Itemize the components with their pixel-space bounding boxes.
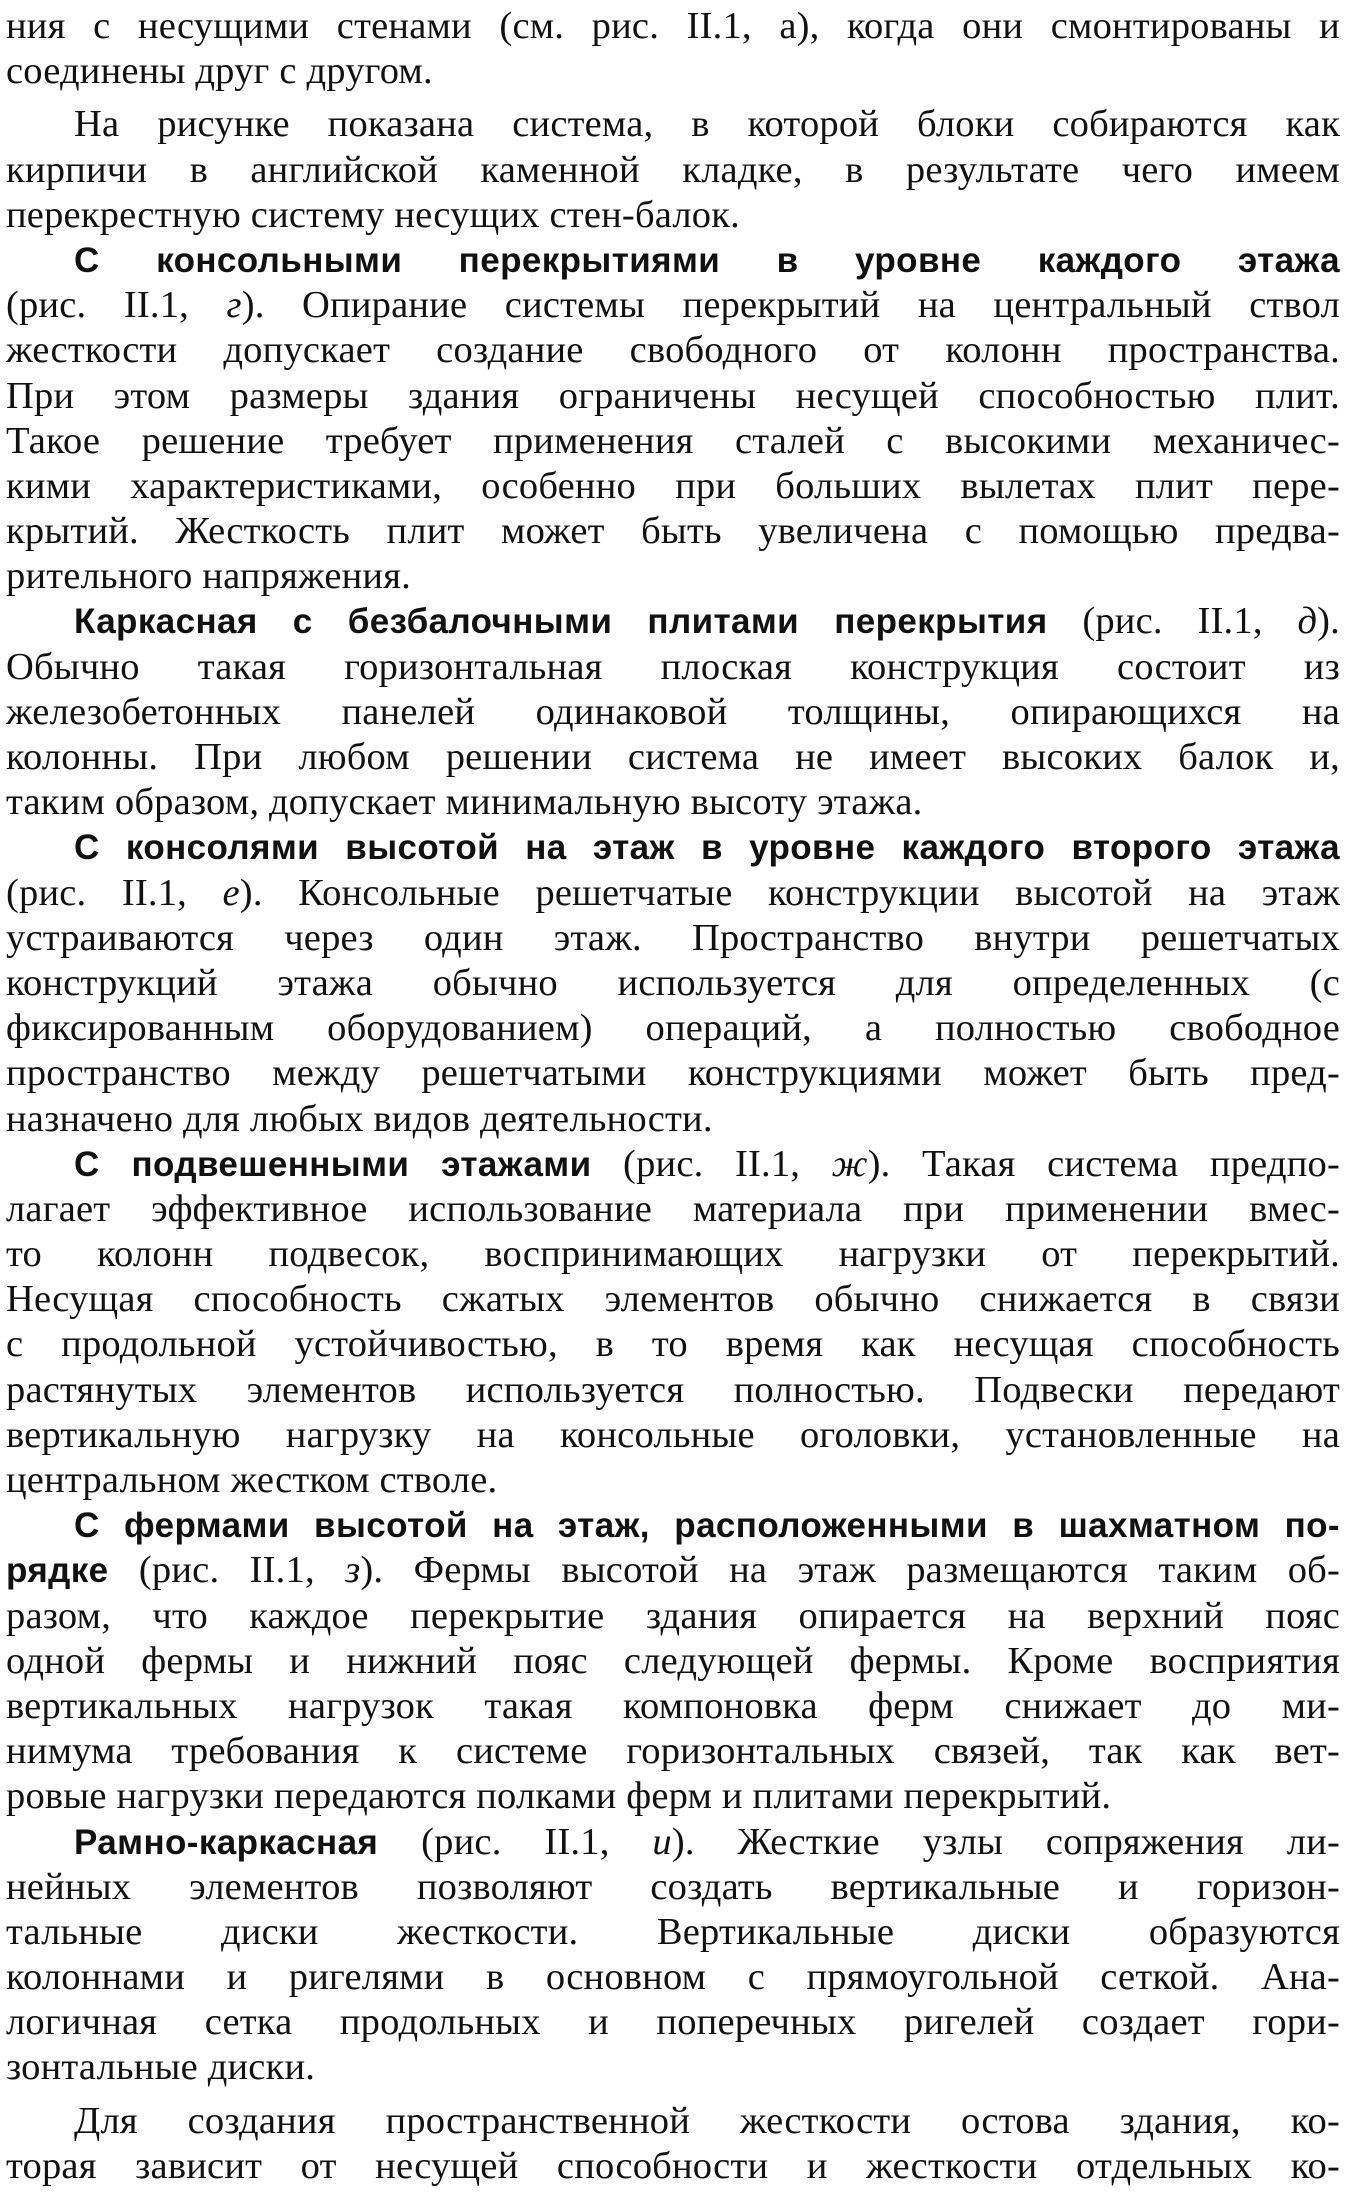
text-line: соединены друг с другом. bbox=[6, 50, 433, 93]
text-line: торая зависит от несущей способности и жесткости отдельных ко- bbox=[6, 2144, 1340, 2187]
text-line: нимума требования к системе горизонтальных связей, так как вет- bbox=[6, 1730, 1340, 1773]
text-line: логичная сетка продольных и поперечных ригелей создает гори- bbox=[6, 2001, 1340, 2044]
text-line: назначено для любых видов деятельности. bbox=[6, 1097, 713, 1140]
text-line: устраиваются через один этаж. Пространство внутри решетчатых bbox=[6, 916, 1340, 959]
text-line: одной фермы и нижний пояс следующей фермы. Кроме восприятия bbox=[6, 1639, 1340, 1682]
text-line: (рис. II.1, г). Опирание системы перекрытий на центральный ствол bbox=[6, 284, 1340, 327]
section-heading-cont: рядке bbox=[6, 1551, 109, 1591]
section-heading: Каркасная с безбалочными плитами перекрытия bbox=[74, 602, 1048, 642]
section-heading: Рамно-каркасная bbox=[74, 1822, 379, 1862]
text-line: вертикальную нагрузку на консольные оголовки, установленные на bbox=[6, 1413, 1340, 1456]
text-line: (рис. II.1, е). Консольные решетчатые конструкции высотой на этаж bbox=[6, 871, 1340, 914]
text-line: тальные диски жесткости. Вертикальные диски образуются bbox=[6, 1910, 1340, 1953]
text-line: центральном жестком стволе. bbox=[6, 1459, 498, 1501]
paragraph bbox=[6, 2099, 1340, 2189]
paragraph-staggered-trusses bbox=[6, 1503, 1340, 1819]
text-line: рядке (рис. II.1, з). Фермы высотой на этаж размещаются таким об- bbox=[6, 1549, 1340, 1592]
text-line: лагает эффективное использование материала при применении вмес- bbox=[6, 1187, 1340, 1230]
text-line bbox=[6, 825, 1340, 870]
text-line: ния с несущими стенами (см. рис. II.1, а), когда они смонтированы и bbox=[6, 5, 1340, 47]
text-line: На рисунке показана система, в которой блоки собираются как bbox=[74, 103, 1340, 146]
text-line bbox=[6, 1503, 1340, 1548]
document-page bbox=[6, 4, 1340, 2189]
text-line: нейных элементов позволяют создать вертикальные и горизон- bbox=[6, 1865, 1340, 1908]
text-line: рительного напряжения. bbox=[6, 555, 411, 598]
section-heading: С подвешенными этажами bbox=[74, 1144, 592, 1184]
text-line: конструкций этажа обычно используется для определенных (с bbox=[6, 961, 1340, 1004]
text-line: перекрестную систему несущих стен-балок. bbox=[6, 193, 740, 236]
text-line: жесткости допускает создание свободного от колонн пространства. bbox=[6, 329, 1340, 372]
text-line: с продольной устойчивостью, в то время как несущая способность bbox=[6, 1323, 1340, 1366]
text-line: При этом размеры здания ограничены несущей способностью плит. bbox=[6, 374, 1340, 417]
text-line: пространство между решетчатыми конструкциями может быть пред- bbox=[6, 1052, 1340, 1095]
figure-ref: ж bbox=[831, 1142, 868, 1185]
text-line: таким образом, допускает минимальную высоту этажа. bbox=[6, 781, 923, 824]
text-line: Рамно-каркасная (рис. II.1, и). Жесткие узлы сопряжения ли- bbox=[74, 1820, 1341, 1863]
text-line: Обычно такая горизонтальная плоская конструкция состоит из bbox=[6, 645, 1340, 688]
figure-ref: е bbox=[222, 871, 240, 914]
text-line: ровые нагрузки передаются полками ферм и плитами перекрытий. bbox=[6, 1775, 1112, 1818]
paragraph-continuation bbox=[6, 4, 1340, 94]
paragraph-suspended-floors bbox=[6, 1142, 1340, 1504]
paragraph-cantilever-floors bbox=[6, 238, 1340, 600]
text-line: С подвешенными этажами (рис. II.1, ж). Такая система предпо- bbox=[74, 1142, 1341, 1185]
text-line: то колонн подвесок, воспринимающих нагрузки от перекрытий. bbox=[6, 1233, 1340, 1276]
text-line: Каркасная с безбалочными плитами перекрытия (рис. II.1, д). bbox=[74, 600, 1341, 643]
figure-ref: и bbox=[652, 1820, 672, 1863]
text-line: зонтальные диски. bbox=[6, 2046, 316, 2089]
figure-ref: д bbox=[1297, 600, 1318, 643]
paragraph-flat-slab-frame bbox=[6, 599, 1340, 825]
text-line: колоннами и ригелями в основном с прямоугольной сеткой. Ана- bbox=[6, 1956, 1340, 1999]
text-line: Для создания пространственной жесткости остова здания, ко- bbox=[74, 2099, 1340, 2142]
paragraph-storey-cantilevers bbox=[6, 825, 1340, 1141]
text-line: Несущая способность сжатых элементов обычно снижается в связи bbox=[6, 1278, 1340, 1321]
figure-ref: з bbox=[345, 1549, 361, 1592]
text-line: разом, что каждое перекрытие здания опирается на верхний пояс bbox=[6, 1594, 1340, 1637]
text-line: растянутых элементов используется полностью. Подвески передают bbox=[6, 1368, 1340, 1411]
section-heading: С консольными перекрытиями в уровне каждого этажа bbox=[74, 240, 1340, 280]
figure-ref: г bbox=[226, 284, 242, 327]
text-line bbox=[6, 238, 1340, 283]
text-line: железобетонных панелей одинаковой толщины, опирающихся на bbox=[6, 690, 1340, 733]
section-heading: С фермами высотой на этаж, расположенными в шахматном по- bbox=[74, 1506, 1340, 1546]
paragraph-rigid-frame bbox=[6, 1820, 1340, 2091]
text-line: кими характеристиками, особенно при больших вылетах плит пере- bbox=[6, 464, 1340, 507]
paragraph bbox=[6, 102, 1340, 238]
text-line: крытий. Жесткость плит может быть увеличена с помощью предва- bbox=[6, 510, 1340, 553]
text-line: фиксированным оборудованием) операций, а полностью свободное bbox=[6, 1007, 1340, 1050]
text-line: кирпичи в английской каменной кладке, в результате чего имеем bbox=[6, 148, 1340, 191]
text-line: колонны. При любом решении система не имеет высоких балок и, bbox=[6, 736, 1340, 778]
text-line: Такое решение требует применения сталей с высокими механичес- bbox=[6, 419, 1340, 462]
text-line: вертикальных нагрузок такая компоновка ферм снижает до ми- bbox=[6, 1684, 1340, 1727]
section-heading: С консолями высотой на этаж в уровне каждого второго этажа bbox=[74, 828, 1340, 868]
